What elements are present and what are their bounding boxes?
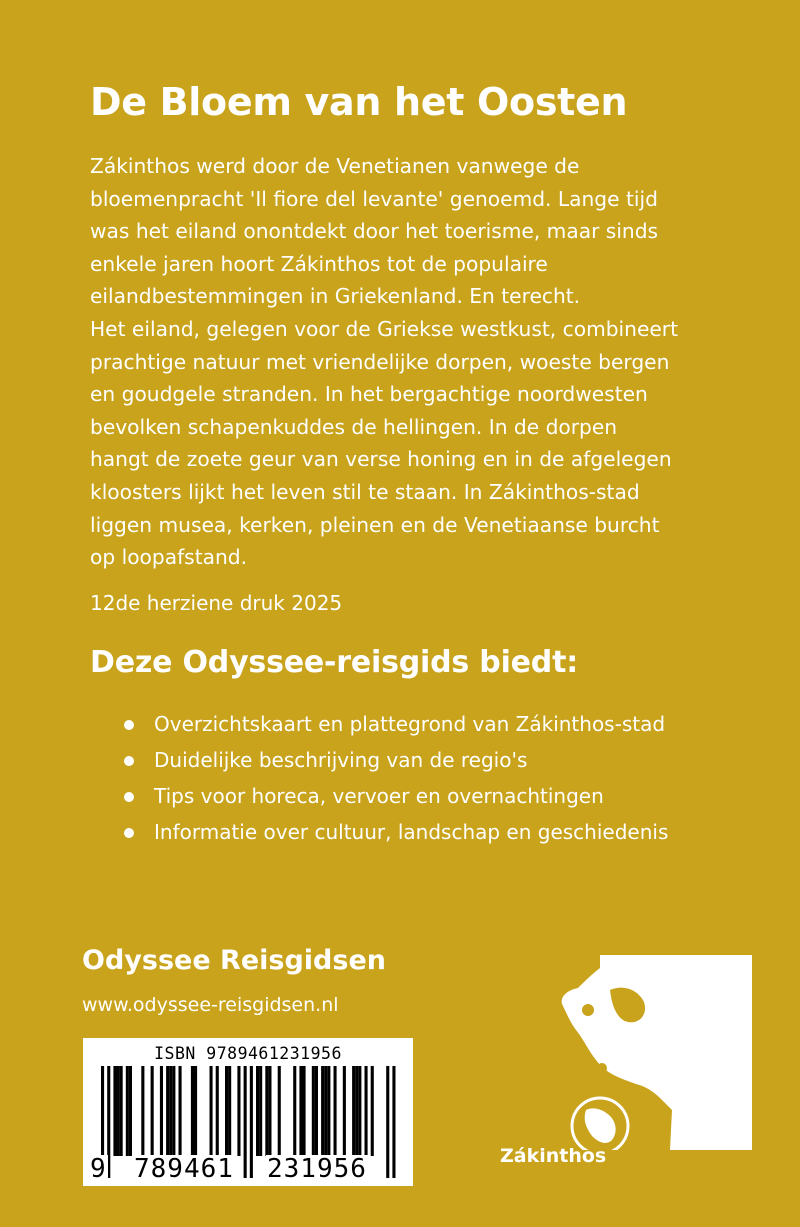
barcode-bar — [228, 1066, 231, 1156]
description-line: bevolken schapenkuddes de hellingen. In de dorpen — [90, 414, 618, 439]
barcode-bar — [327, 1066, 330, 1156]
barcode-bar — [321, 1066, 324, 1156]
bullet-icon — [124, 720, 134, 730]
barcode-bar — [210, 1066, 213, 1156]
map-label: Zákinthos — [500, 1145, 607, 1167]
description-line: op loopafstand. — [90, 545, 248, 570]
description-line: bloemenpracht 'Il fiore del levante' genoemd. Lange tijd — [90, 186, 658, 211]
barcode-left-digits: 789461 — [134, 1154, 234, 1184]
barcode — [83, 1038, 413, 1186]
description-line: prachtige natuur met vriendelijke dorpen, woeste bergen — [90, 349, 670, 374]
barcode-bar — [334, 1066, 337, 1156]
feature-item — [120, 814, 668, 850]
barcode-bar — [160, 1066, 163, 1156]
bullet-icon — [124, 756, 134, 766]
barcode-bar — [299, 1066, 302, 1156]
barcode-bar — [315, 1066, 318, 1156]
barcode-bar — [324, 1066, 327, 1156]
description-line: en goudgele stranden. In het bergachtige noordwesten — [90, 382, 648, 407]
isbn-label: ISBN 9789461231956 — [154, 1044, 342, 1063]
barcode-bar — [278, 1066, 281, 1156]
edition-note: 12de herziene druk 2025 — [90, 591, 343, 615]
barcode-bar — [256, 1066, 259, 1156]
barcode-bar — [303, 1066, 306, 1156]
bullet-icon — [124, 792, 134, 802]
description-line: eilandbestemmingen in Griekenland. En terecht. — [90, 284, 581, 309]
barcode-bar — [365, 1066, 368, 1156]
barcode-bar — [371, 1066, 374, 1156]
barcode-bar — [386, 1066, 389, 1178]
barcode-bar — [120, 1066, 123, 1156]
feature-text: Tips voor horeca, vervoer en overnachtingen — [154, 784, 604, 808]
island-map-icon — [540, 950, 752, 1150]
publisher-name: Odyssee Reisgidsen — [82, 945, 386, 976]
feature-text: Informatie over cultuur, landschap en geschiedenis — [154, 820, 669, 844]
feature-item — [120, 706, 668, 742]
barcode-bar — [268, 1066, 271, 1156]
barcode-bar — [259, 1066, 262, 1156]
island-location-icon — [572, 1098, 628, 1150]
barcode-bar — [117, 1066, 120, 1156]
book-description — [90, 150, 750, 574]
barcode-bar — [250, 1066, 253, 1178]
barcode-bar — [166, 1066, 169, 1156]
description-line: Zákinthos werd door de Venetianen vanwege de — [90, 154, 580, 178]
barcode-bar — [216, 1066, 219, 1156]
features-list — [120, 706, 668, 850]
description-line: kloosters lijkt het leven stil te staan. In Zákinthos-stad — [90, 479, 640, 504]
barcode-right-digits: 231956 — [267, 1154, 367, 1184]
feature-item — [120, 742, 668, 778]
barcode-bar — [169, 1066, 172, 1156]
feature-item — [120, 778, 668, 814]
description-line: Het eiland, gelegen voor de Griekse westkust, combineert — [90, 316, 679, 341]
barcode-bar — [244, 1066, 247, 1178]
feature-text: Duidelijke beschrijving van de regio's — [154, 748, 528, 772]
barcode-bar — [265, 1066, 268, 1156]
description-line: enkele jaren hoort Zákinthos tot de populaire — [90, 251, 548, 276]
barcode-bar — [179, 1066, 182, 1156]
barcode-bar — [129, 1066, 132, 1156]
barcode-bar — [141, 1066, 144, 1156]
barcode-bar — [107, 1066, 110, 1178]
barcode-bar — [237, 1066, 240, 1156]
features-heading: Deze Odyssee-reisgids biedt: — [90, 645, 579, 680]
barcode-bar — [225, 1066, 228, 1156]
barcode-bar — [343, 1066, 346, 1156]
barcode-bar — [194, 1066, 197, 1156]
barcode-bar — [312, 1066, 315, 1156]
barcode-bar — [126, 1066, 129, 1156]
barcode-bar — [352, 1066, 355, 1156]
barcode-bar — [358, 1066, 361, 1156]
barcode-bar — [355, 1066, 358, 1156]
barcode-first-digit: 9 — [90, 1154, 107, 1184]
book-title: De Bloem van het Oosten — [90, 80, 628, 124]
barcode-bar — [392, 1066, 395, 1178]
barcode-bar — [151, 1066, 154, 1156]
description-line: liggen musea, kerken, pleinen en de Venetiaanse burcht — [90, 512, 660, 537]
description-line: hangt de zoete geur van verse honing en in de afgelegen — [90, 447, 672, 472]
description-line: was het eiland onontdekt door het toerisme, maar sinds — [90, 219, 659, 244]
bullet-icon — [124, 828, 134, 838]
barcode-bar — [191, 1066, 194, 1156]
feature-text: Overzichtskaart en plattegrond van Zákinthos-stad — [154, 712, 666, 736]
barcode-bar — [113, 1066, 116, 1156]
barcode-bar — [293, 1066, 296, 1156]
barcode-bar — [172, 1066, 175, 1156]
publisher-website[interactable]: www.odyssee-reisgidsen.nl — [82, 994, 339, 1016]
